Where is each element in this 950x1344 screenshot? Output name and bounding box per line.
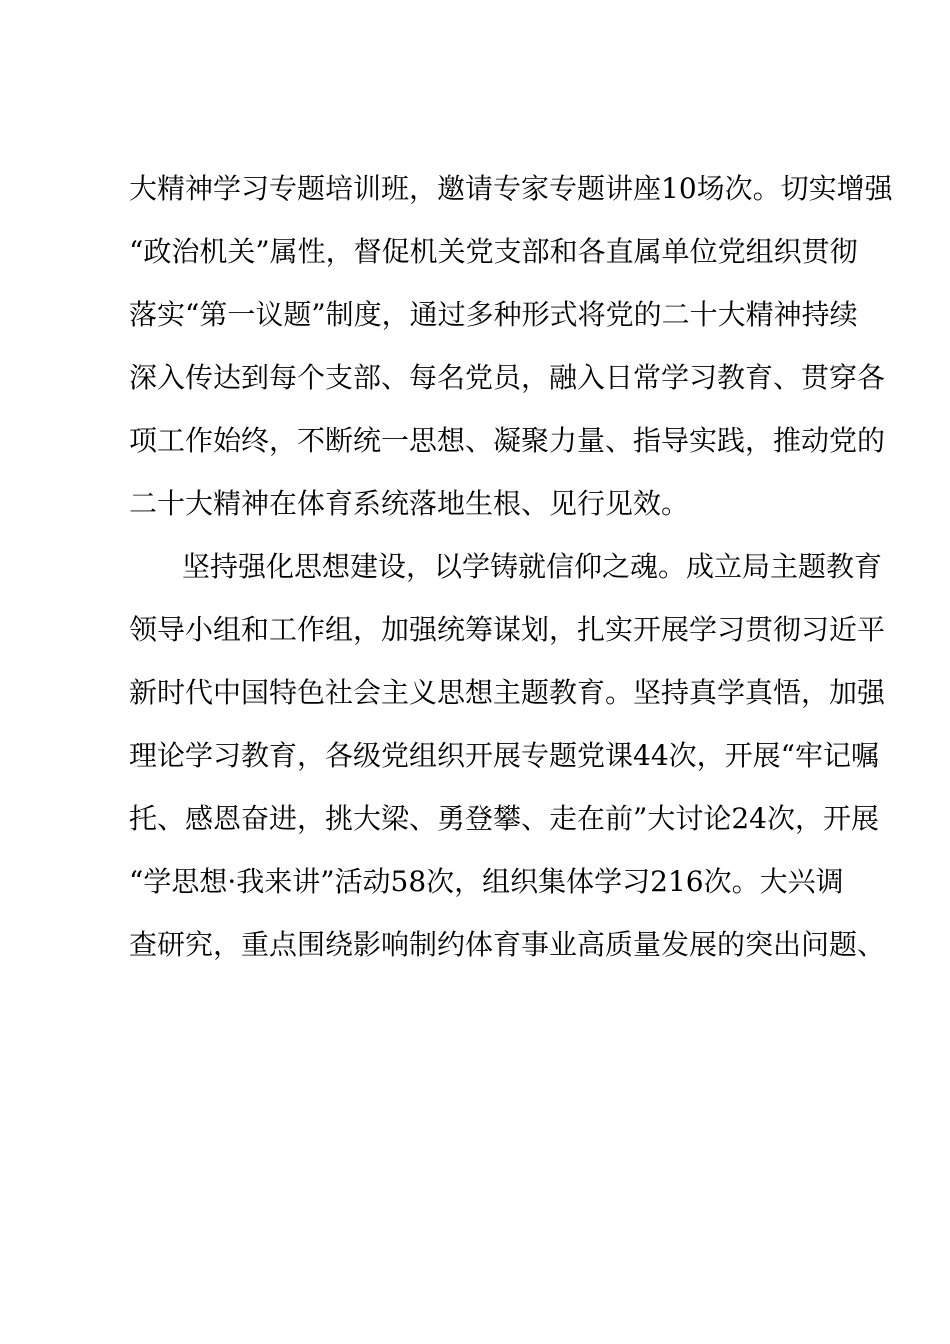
text-line: 领导小组和工作组，加强统筹谋划，扎实开展学习贯彻习近平 — [129, 613, 886, 646]
text-line: 项工作始终，不断统一思想、凝聚力量、指导实践，推动党的 — [129, 424, 886, 457]
text-line: 大精神学习专题培训班，邀请专家专题讲座10场次。切实增强 — [129, 172, 893, 205]
text-line: 落实“第一议题”制度，通过多种形式将党的二十大精神持续 — [129, 298, 858, 331]
body-text — [129, 157, 893, 976]
text-line: 二十大精神在体育系统落地生根、见行见效。 — [129, 487, 690, 520]
text-line: 查研究，重点围绕影响制约体育事业高质量发展的突出问题、 — [129, 928, 886, 961]
paragraph-first-line: 坚持强化思想建设，以学铸就信仰之魂。成立局主题教育 — [182, 550, 883, 583]
text-line: “学思想·我来讲”活动58次，组织集体学习216次。大兴调 — [129, 865, 844, 898]
text-line: 新时代中国特色社会主义思想主题教育。坚持真学真悟，加强 — [129, 676, 886, 709]
text-line: 深入传达到每个支部、每名党员，融入日常学习教育、贯穿各 — [129, 361, 886, 394]
text-line: 理论学习教育，各级党组织开展专题党课44次，开展“牢记嘱 — [129, 739, 879, 772]
text-line: “政治机关”属性，督促机关党支部和各直属单位党组织贯彻 — [129, 235, 858, 268]
text-line: 托、感恩奋进，挑大梁、勇登攀、走在前”大讨论24次，开展 — [129, 802, 879, 835]
